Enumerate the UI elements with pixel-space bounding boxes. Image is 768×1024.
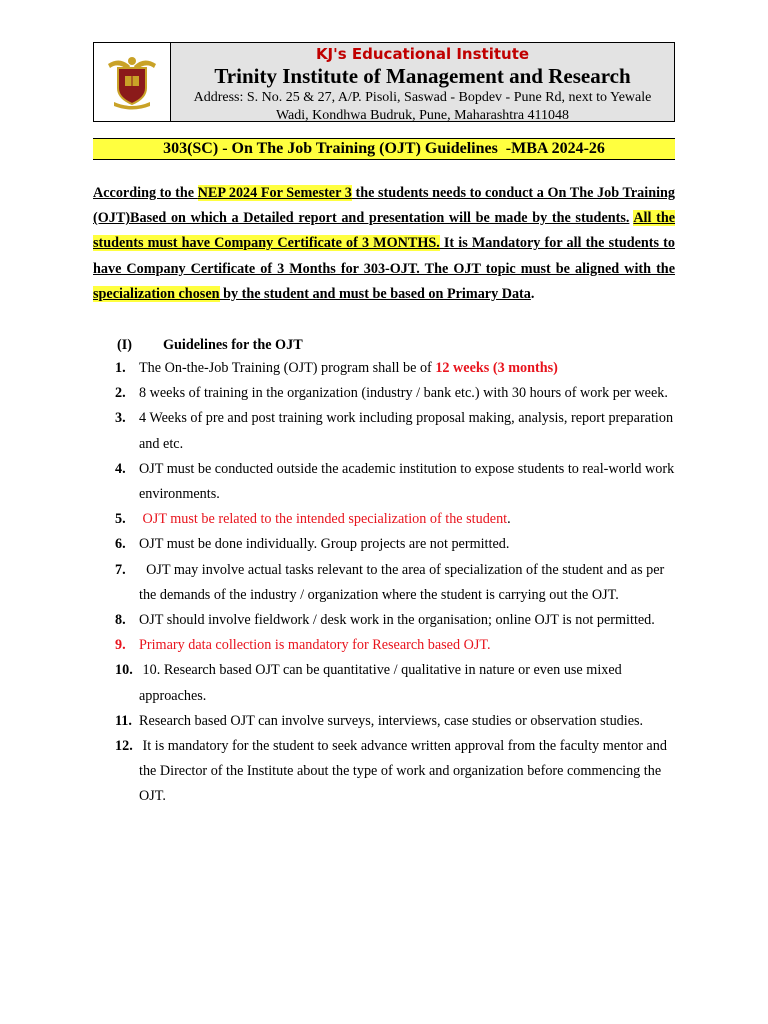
list-item	[115, 633, 675, 658]
institute-address: Address: S. No. 25 & 27, A/P. Pisoli, Saswad - Bopdev - Pune Rd, next to Yewale Wadi, Kondhwa Budruk, Pune, Maharashtra 411048	[193, 90, 652, 123]
section-heading-text: Guidelines for the OJT	[163, 337, 303, 353]
item-number: 8.	[115, 612, 126, 629]
item-number: 11.	[115, 712, 132, 729]
item-text: OJT should involve fieldwork / desk work in the organisation; online OJT is not permitted.	[139, 612, 655, 629]
intro-text: It is Mandatory for all the students to have Company Certificate of 3 Months for 303-OJT. The OJT topic must be aligned with the	[93, 235, 675, 277]
item-text: Research based OJT can involve surveys, interviews, case studies or observation studies.	[139, 712, 644, 729]
intro-text: According to the	[93, 185, 198, 201]
item-text-main: .	[507, 511, 511, 528]
list-item	[115, 658, 675, 708]
list-item	[115, 532, 675, 557]
list-item	[115, 734, 675, 810]
org-name: KJ's Educational Institute	[315, 45, 530, 63]
item-number: 10.	[115, 662, 133, 679]
item-number: 3.	[115, 410, 126, 427]
list-item	[115, 356, 675, 381]
item-text-main: The On-the-Job Training (OJT) program shall be of	[139, 360, 436, 376]
intro-text: .	[530, 285, 535, 302]
intro-highlight-nep: NEP 2024 For Semester 3	[197, 185, 352, 201]
item-red-text: OJT must be related to the intended specialization of the student	[139, 511, 508, 528]
list-item	[115, 457, 678, 507]
list-item	[115, 558, 675, 608]
document-title: 303(SC) - On The Job Training (OJT) Guidelines -MBA 2024-26	[93, 138, 675, 160]
item-text: OJT must be conducted outside the academic institution to expose students to real-world work environments.	[139, 460, 678, 503]
list-item	[115, 381, 675, 406]
item-number: 9.	[115, 637, 126, 654]
item-number: 2.	[115, 385, 126, 402]
item-number: 12.	[115, 738, 133, 755]
list-item	[115, 608, 675, 633]
item-text: It is mandatory for the student to seek advance written approval from the faculty mentor and the Director of the Institute about the type of work and organization before commencing the OJT.	[139, 738, 671, 805]
header-text	[171, 43, 674, 121]
intro-text: On The Job Training (OJT)Based on which a Detailed report and presentation will be made by the students.	[93, 185, 676, 227]
item-text: OJT must be done individually. Group projects are not permitted.	[139, 536, 510, 553]
item-number: 4.	[115, 460, 126, 477]
list-item	[115, 507, 675, 532]
intro-highlight-certificate: All the students must have Company Certificate of 3 MONTHS.	[93, 210, 676, 252]
logo-cell	[94, 43, 171, 121]
item-text	[139, 356, 675, 381]
intro-text: by the student and must be based on Primary Data	[219, 285, 531, 302]
item-red-text: Primary data collection is mandatory for Research based OJT.	[139, 637, 491, 654]
item-text: OJT may involve actual tasks relevant to the area of specialization of the student and as per the demands of the industry / organization where the student is carrying out the OJT.	[139, 561, 668, 603]
guidelines-list	[115, 356, 678, 810]
item-number: 7.	[115, 561, 126, 578]
item-text: 8 weeks of training in the organization (industry / bank etc.) with 30 hours of work per week.	[139, 385, 668, 402]
item-text	[139, 507, 675, 532]
list-item	[115, 709, 675, 734]
institute-crest-logo	[106, 52, 158, 112]
list-item	[115, 406, 675, 456]
institute-name: Trinity Institute of Management and Research	[214, 64, 631, 88]
section-roman: (I)	[117, 337, 132, 353]
intro-paragraph	[93, 181, 675, 307]
item-number: 1.	[115, 360, 126, 376]
item-text: 4 Weeks of pre and post training work including proposal making, analysis, report preparation and etc.	[139, 410, 677, 452]
item-number: 6.	[115, 536, 126, 553]
document-header	[93, 42, 675, 122]
item-emphasis: 12 weeks (3 months)	[435, 360, 558, 376]
intro-text: the students needs to conduct a	[351, 185, 548, 201]
section-heading	[117, 333, 303, 358]
intro-highlight-specialization: specialization chosen	[93, 285, 220, 302]
item-text: 10. Research based OJT can be quantitative / qualitative in nature or even use mixed approaches.	[139, 662, 626, 704]
item-number: 5.	[115, 511, 126, 528]
